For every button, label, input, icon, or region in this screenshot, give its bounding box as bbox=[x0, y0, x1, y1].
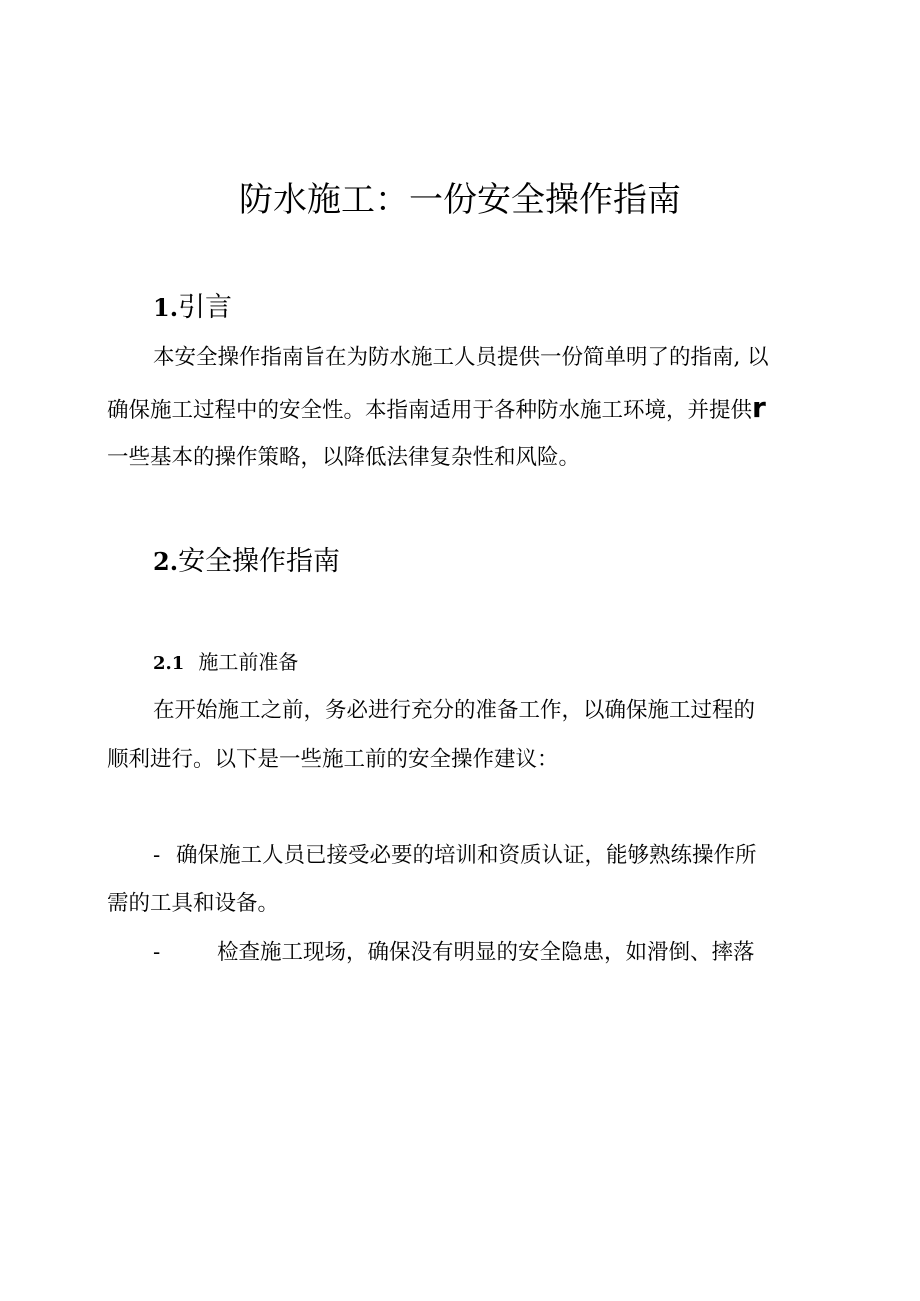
paragraph-line: 一些基本的操作策略，以降低法律复杂性和风险。 bbox=[107, 445, 581, 470]
bullet-dash: - bbox=[153, 940, 161, 965]
section-number: 1. bbox=[153, 293, 179, 322]
subsection-heading-preparation bbox=[153, 646, 298, 680]
paragraph-line: 顺利进行。以下是一些施工前的安全操作建议： bbox=[107, 747, 559, 772]
section-heading-safety-guide bbox=[153, 542, 340, 582]
subsection-title: 施工前准备 bbox=[198, 650, 299, 674]
section-title: 引言 bbox=[178, 292, 233, 323]
section-title: 安全操作指南 bbox=[178, 546, 341, 577]
subsection-number: 2.1 bbox=[153, 653, 185, 674]
bullet-dash: - bbox=[153, 843, 161, 868]
paragraph-line-text: 确保施工过程中的安全性。本指南适用于各种防水施工环境，并提供 bbox=[107, 398, 753, 423]
paragraph-line bbox=[107, 392, 766, 427]
bullet-line: 确保施工人员已接受必要的培训和资质认证，能够熟练操作所 bbox=[176, 843, 757, 868]
section-heading-introduction bbox=[153, 288, 232, 328]
paragraph-line: 在开始施工之前，务必进行充分的准备工作，以确保施工过程的 bbox=[153, 698, 756, 723]
section-number: 2. bbox=[153, 547, 179, 576]
bullet-line: 检查施工现场，确保没有明显的安全隐患，如滑倒、摔落 bbox=[217, 940, 755, 965]
document-title: 防水施工：一份安全操作指南 bbox=[239, 180, 681, 220]
stray-glyph: r bbox=[752, 391, 766, 424]
paragraph-line: 本安全操作指南旨在为防水施工人员提供一份简单明了的指南, 以 bbox=[153, 345, 769, 370]
bullet-line: 需的工具和设备。 bbox=[107, 891, 280, 916]
